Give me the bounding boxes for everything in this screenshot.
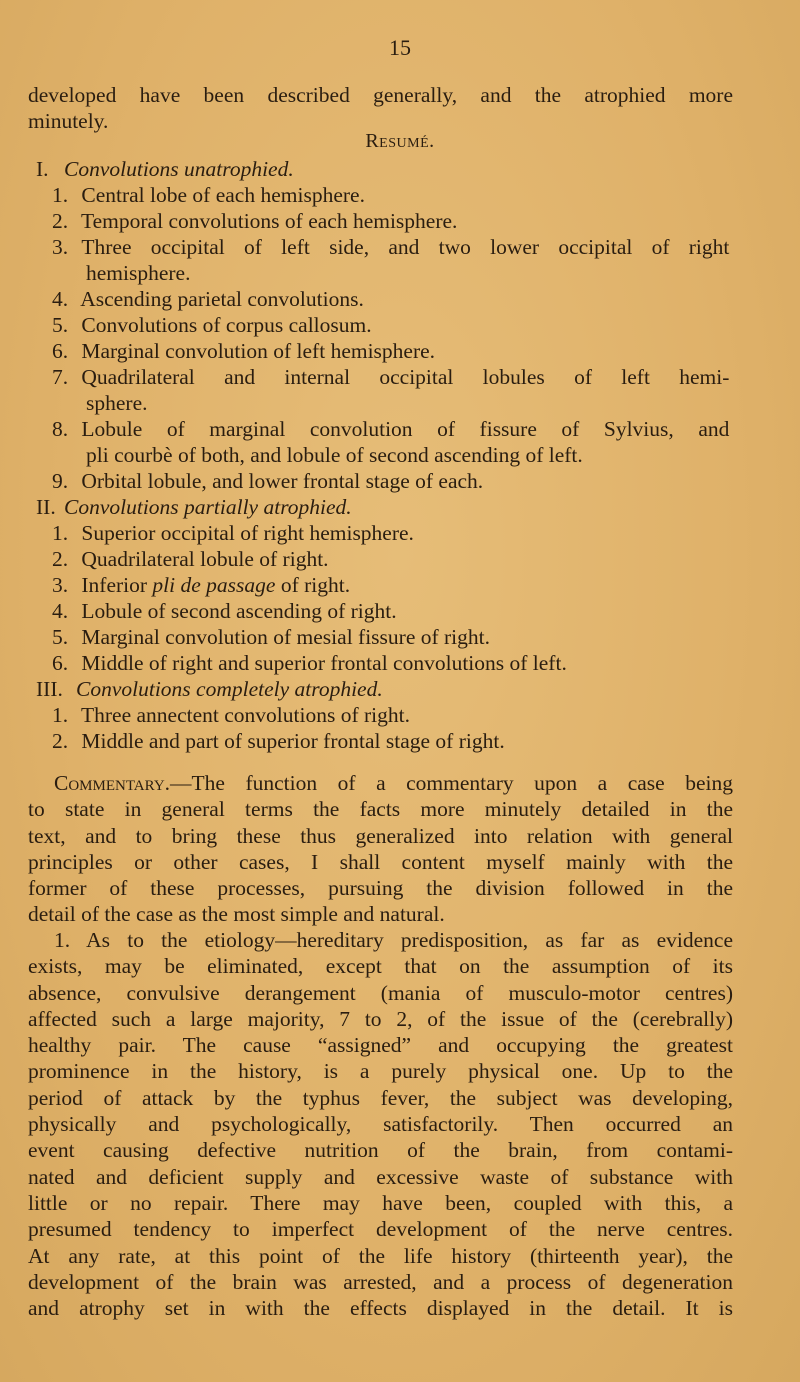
etiology-paragraph — [28, 927, 733, 1321]
list-item: 4. Ascending parietal convolutions. — [52, 287, 364, 311]
list-item: 5. Convolutions of corpus callosum. — [52, 313, 372, 337]
page-number: 15 — [389, 35, 411, 60]
list-item: 2. Quadrilateral lobule of right. — [52, 547, 329, 571]
text-line: event causing defective nutrition of the brain, from contami- — [28, 1138, 733, 1163]
text-line: and atrophy set in with the effects displayed in the detail. It is — [28, 1296, 733, 1321]
list-item-continuation: hemisphere. — [86, 261, 191, 285]
section-heading: I. Convolutions unatrophied. — [36, 157, 294, 181]
list-item: 6. Marginal convolution of left hemisphere. — [52, 339, 436, 363]
text-line: minutely. — [28, 109, 109, 134]
commentary-paragraph — [28, 770, 733, 928]
list-item: 4. Lobule of second ascending of right. — [52, 599, 397, 623]
list-item: 2. Temporal convolutions of each hemisphere. — [52, 209, 458, 233]
text-line: prominence in the history, is a purely physical one. Up to the — [28, 1059, 733, 1084]
text-line: healthy pair. The cause “assigned” and occupying the greatest — [28, 1033, 733, 1058]
intro-paragraph — [28, 82, 733, 135]
list-item: 5. Marginal convolution of mesial fissure of right. — [52, 625, 491, 649]
text-line: At any rate, at this point of the life history (thirteenth year), the — [28, 1243, 733, 1268]
list-item: 2. Middle and part of superior frontal stage of right. — [52, 729, 505, 753]
text-line: former of these processes, pursuing the division followed in the — [28, 876, 733, 901]
list-item: 1. Superior occipital of right hemisphere. — [52, 521, 414, 545]
text-line: developed have been described generally, and the atrophied more — [28, 83, 733, 107]
list-item: 8. Lobule of marginal convolution of fissure of Sylvius, and — [52, 417, 730, 441]
text-line: exists, may be eliminated, except that on the assumption of its — [28, 954, 733, 979]
text-line: period of attack by the typhus fever, the subject was developing, — [28, 1085, 733, 1110]
list-item-continuation: sphere. — [86, 391, 148, 415]
text-line: nated and deficient supply and excessive waste of substance with — [28, 1164, 733, 1189]
text-line: text, and to bring these thus generalized into relation with general — [28, 823, 733, 848]
list-item: 7. Quadrilateral and internal occipital lobules of left hemi- — [52, 365, 730, 389]
list-item: 1. Central lobe of each hemisphere. — [52, 183, 365, 207]
text-line: affected such a large majority, 7 to 2, of the issue of the (cerebrally) — [28, 1006, 733, 1031]
text-line: Commentary.—The function of a commentary upon a case being — [54, 771, 733, 795]
section-heading: III. Convolutions completely atrophied. — [36, 677, 383, 701]
list-item: 6. Middle of right and superior frontal convolutions of left. — [52, 651, 567, 675]
text-line: development of the brain was arrested, and a process of degeneration — [28, 1269, 733, 1294]
text-line: to state in general terms the facts more minutely detailed in the — [28, 797, 733, 822]
text-line: principles or other cases, I shall content myself mainly with the — [28, 849, 733, 874]
text-line: presumed tendency to imperfect development of the nerve centres. — [28, 1217, 733, 1242]
list-item: 9. Orbital lobule, and lower frontal stage of each. — [52, 469, 484, 493]
text-line: little or no repair. There may have been, coupled with this, a — [28, 1190, 733, 1215]
list-item-continuation: pli courbè of both, and lobule of second ascending of left. — [86, 443, 583, 467]
text-line: 1. As to the etiology—hereditary predisposition, as far as evidence — [54, 928, 733, 952]
text-line: physically and psychologically, satisfactorily. Then occurred an — [28, 1112, 733, 1137]
list-item: 3. Three occipital of left side, and two lower occipital of right — [52, 235, 730, 259]
list-item: 1. Three annectent convolutions of right. — [52, 703, 410, 727]
section-heading: II. Convolutions partially atrophied. — [36, 495, 352, 519]
text-line: absence, convulsive derangement (mania of musculo-motor centres) — [28, 980, 733, 1005]
text-line: detail of the case as the most simple and natural. — [28, 902, 445, 927]
commentary-label: Commentary. — [54, 771, 171, 795]
list-item: 3. Inferior pli de passage of right. — [52, 573, 351, 597]
resume-heading: Resumé. — [365, 130, 435, 152]
